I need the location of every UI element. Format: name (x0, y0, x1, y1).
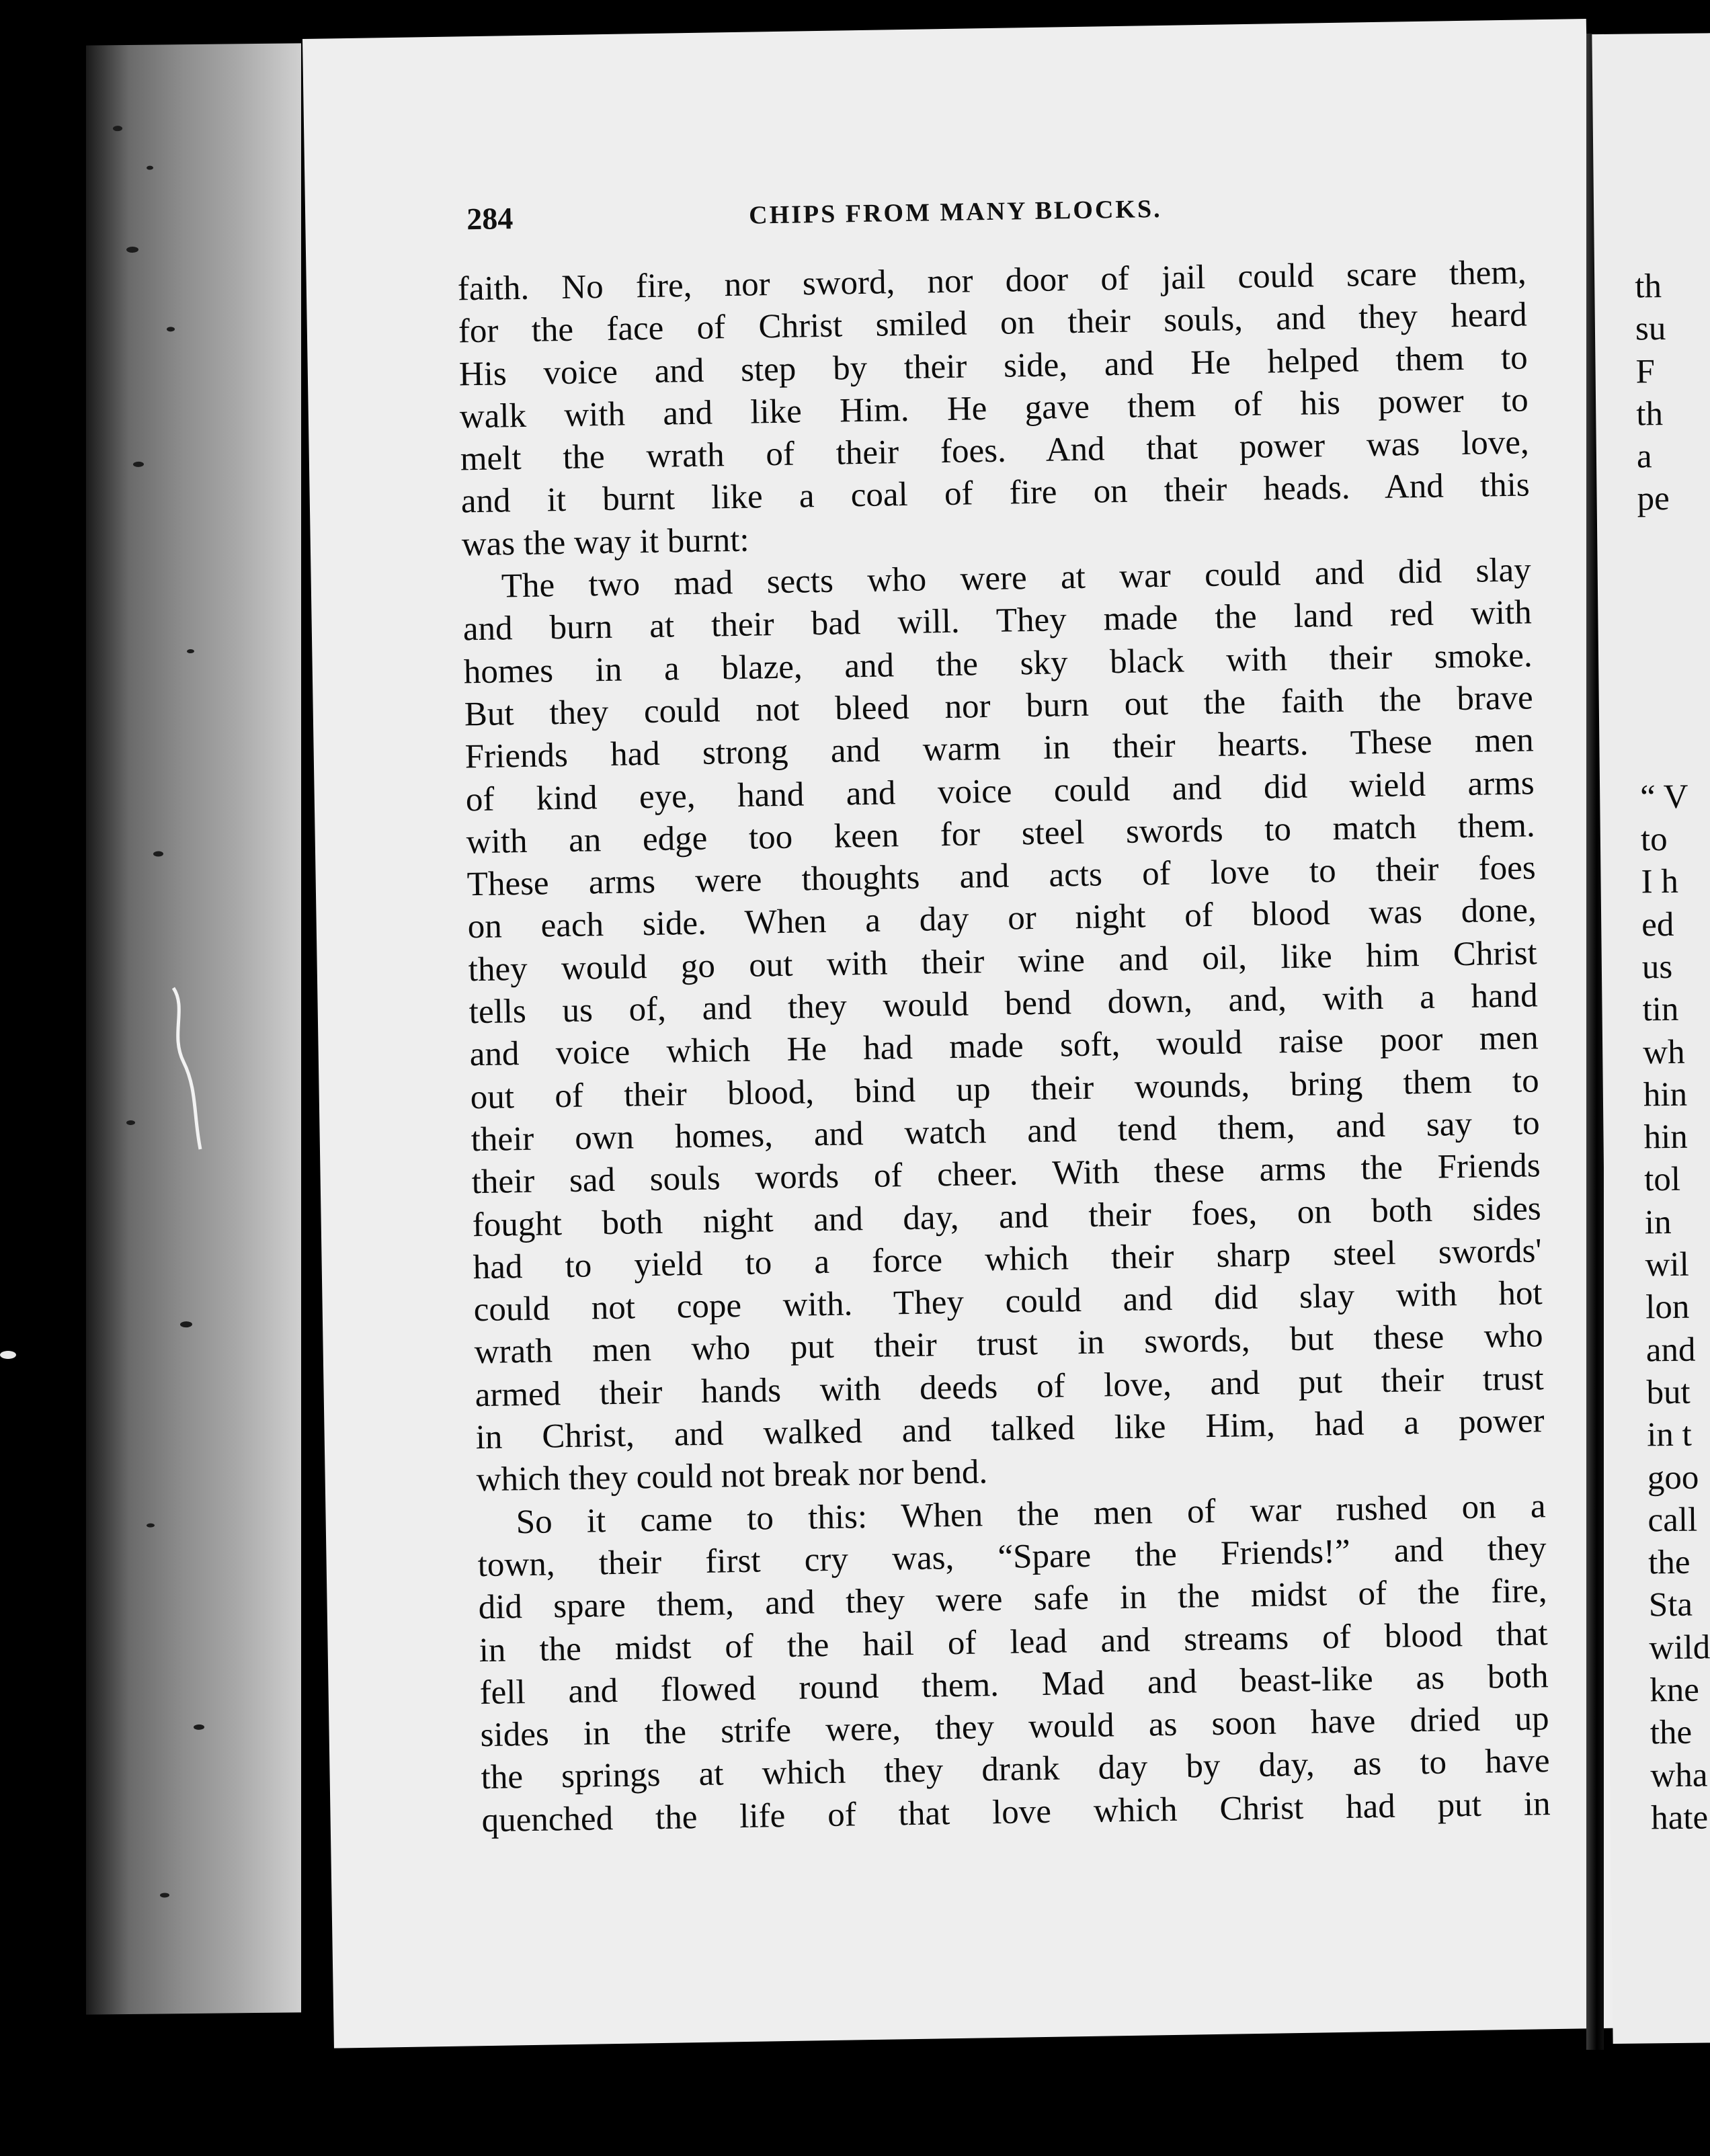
fragment-line: hin (1643, 1075, 1688, 1114)
fragment-line: goo (1647, 1458, 1699, 1497)
text-line: wrath men who put their trust in swords, but these who (474, 1317, 1543, 1372)
speck (167, 327, 175, 331)
body-text (457, 251, 1551, 1842)
text-line: could not cope with. They could and did slay with hot (473, 1274, 1543, 1329)
fragment-line: wild (1649, 1628, 1710, 1667)
text-line: armed their hands with deeds of love, and put their trust (475, 1359, 1544, 1414)
fragment-line: the (1650, 1714, 1693, 1752)
fragment-line: in t (1646, 1415, 1693, 1454)
fragment-line: pe (1637, 480, 1670, 518)
text-line: and it burnt like a coal of fire on their heads. And this (460, 466, 1531, 521)
speck (153, 851, 163, 856)
fragment-line: to (1640, 821, 1668, 859)
text-line: fought both night and day, and their foes, on both sides (472, 1189, 1541, 1244)
text-line: fell and flowed round them. Mad and beast-like as both (479, 1657, 1549, 1712)
fragment-line: kne (1649, 1671, 1700, 1710)
text-line: and burn at their bad will. They made the land red with (462, 593, 1533, 649)
next-page-fragments (1635, 265, 1710, 1840)
page-number: 284 (466, 201, 514, 237)
text-line: had to yield to a force which their sharp steel swords' (473, 1232, 1542, 1287)
running-title: CHIPS FROM MANY BLOCKS. (748, 194, 1162, 230)
fragment-line: the (1647, 1543, 1691, 1582)
speck (194, 1725, 204, 1730)
speck (133, 462, 144, 467)
fragment-line: th (1635, 395, 1664, 433)
text-line: Friends had strong and warm in their hearts. These men (464, 721, 1535, 776)
speck (126, 1120, 135, 1125)
text-line: for the face of Christ smiled on their souls, and they heard (458, 296, 1528, 351)
text-line: town, their first cry was, “Spare the Friends!” and they (477, 1530, 1547, 1585)
fragment-line: ed (1641, 905, 1674, 944)
speck (160, 1893, 169, 1897)
text-line: in the midst of the hail of lead and streams of blood that (479, 1614, 1548, 1669)
fragment-line: and (1645, 1331, 1696, 1370)
text-line: which they could not break nor bend. (476, 1453, 988, 1499)
text-line: out of their blood, bind up their wounds, bring them to (470, 1061, 1540, 1116)
fragment-line: lon (1645, 1288, 1690, 1327)
text-line: of kind eye, hand and voice could and did wield arms (465, 763, 1535, 819)
fragment-line: hin (1643, 1118, 1688, 1157)
speck (147, 1524, 155, 1528)
running-head (466, 185, 1502, 248)
paper-fiber-mark (167, 981, 207, 1156)
speck (187, 649, 194, 653)
fragment-line: wh (1642, 1033, 1685, 1071)
text-line: in Christ, and walked and talked like Him, had a power (475, 1402, 1545, 1457)
fragment-line: but (1646, 1373, 1691, 1412)
text-line: So it came to this: When the men of war rushed on a (516, 1487, 1546, 1541)
book-page (302, 19, 1618, 2048)
text-line: did spare them, and they were safe in the midst of the fire, (478, 1572, 1547, 1627)
text-line: and voice which He had made soft, would raise poor men (469, 1019, 1539, 1074)
text-line: But they could not bleed nor burn out the faith the brave (464, 679, 1534, 734)
fragment-line: wil (1645, 1245, 1689, 1284)
text-line: The two mad sects who were at war could and did slay (501, 551, 1532, 606)
text-line: His voice and step by their side, and He helped them to (458, 339, 1529, 393)
text-line: they would go out with their wine and oil, like him Christ (468, 934, 1538, 989)
fragment-line: Sta (1648, 1586, 1693, 1624)
text-line: These arms were thoughts and acts of love to their foes (466, 849, 1537, 904)
fragment-line: in (1644, 1203, 1672, 1242)
fragment-line: F (1635, 352, 1656, 391)
fragment-line: wha (1650, 1756, 1708, 1794)
text-line: their own homes, and watch and tend them, and say to (471, 1104, 1541, 1159)
text-line: melt the wrath of their foes. And that power was love, (460, 423, 1530, 479)
fragment-line: call (1647, 1501, 1698, 1540)
text-line: sides in the strife were, they would as soon have dried up (480, 1700, 1549, 1755)
fragment-line: a (1636, 438, 1652, 476)
text-line: was the way it burnt: (461, 521, 749, 564)
speck (126, 247, 138, 253)
text-line: their sad souls words of cheer. With these arms the Friends (471, 1147, 1541, 1202)
fragment-line: th (1634, 267, 1662, 306)
next-page-edge (1592, 33, 1710, 2044)
speck (113, 126, 122, 131)
text-line: with an edge too keen for steel swords to match them. (466, 806, 1536, 862)
speck (180, 1321, 192, 1327)
fragment-line: tin (1642, 991, 1679, 1029)
fragment-line: “ V (1639, 778, 1688, 817)
text-line: homes in a blaze, and the sky black with their smoke. (463, 636, 1533, 692)
edge-mark (0, 1351, 16, 1359)
fragment-line: hate (1650, 1798, 1709, 1837)
text-line: the springs at which they drank day by day, as to have (481, 1742, 1550, 1797)
fragment-line: tol (1643, 1161, 1681, 1199)
speck (147, 166, 153, 170)
text-line: tells us of, and they would bend down, and, with a hand (469, 977, 1539, 1032)
fragment-line: su (1635, 310, 1666, 348)
fragment-line: I h (1641, 863, 1679, 901)
text-line: walk with and like Him. He gave them of his power to (459, 381, 1529, 436)
text-line: faith. No fire, nor sword, nor door of jail could scare them, (457, 253, 1527, 308)
fragment-line: us (1641, 948, 1673, 987)
text-line: quenched the life of that love which Christ had put in (481, 1784, 1551, 1839)
text-line: on each side. When a day or night of blood was done, (467, 891, 1537, 946)
